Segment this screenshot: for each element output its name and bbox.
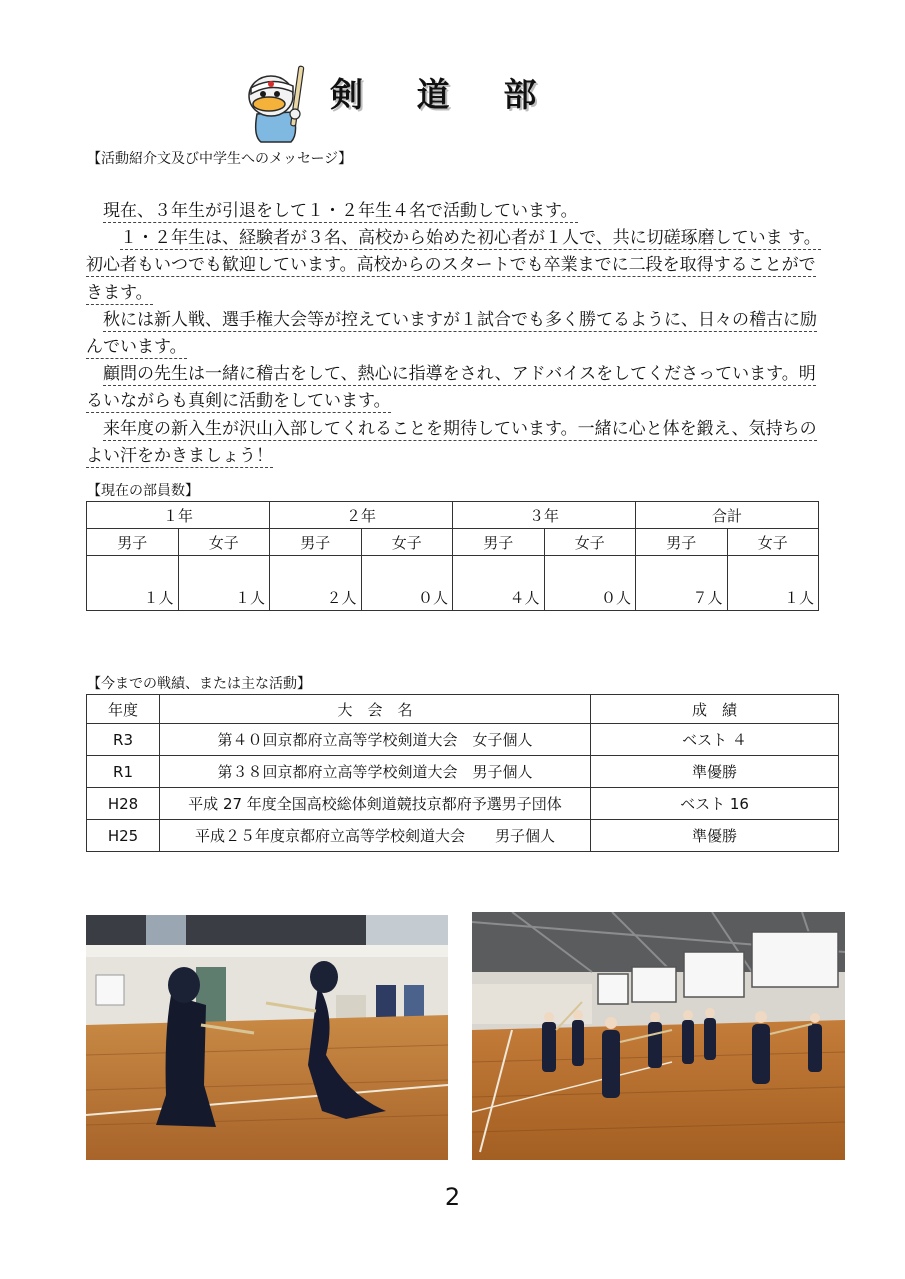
message-paragraph xyxy=(86,198,821,225)
event-cell: 平成２５年度京都府立高等学校剣道大会 男子個人 xyxy=(160,820,591,852)
year-cell: H28 xyxy=(87,788,160,820)
member-count-cell: ２人 xyxy=(270,556,362,611)
member-count-cell: ４人 xyxy=(453,556,545,611)
members-section-label: 【現在の部員数】 xyxy=(87,483,199,499)
title-char-2: 道 xyxy=(416,74,450,114)
gender-header: 男子 xyxy=(87,529,179,556)
message-text: 秋には新人戦、選手権大会等が控えていますが１試合でも多く勝てるように、日々の稽古に励んでいます。 xyxy=(86,309,817,358)
table-row xyxy=(87,820,839,852)
grade-header: 合計 xyxy=(636,502,819,529)
members-table xyxy=(86,501,819,611)
message-paragraph xyxy=(86,225,821,307)
title-char-1: 剣 xyxy=(330,74,363,114)
result-cell: ベスト 16 xyxy=(591,788,839,820)
table-row xyxy=(87,724,839,756)
gender-header: 女子 xyxy=(544,529,636,556)
result-cell: 準優勝 xyxy=(591,820,839,852)
message-paragraph xyxy=(86,307,821,361)
grade-header: ３年 xyxy=(453,502,636,529)
member-count-cell: １人 xyxy=(178,556,270,611)
year-cell: H25 xyxy=(87,820,160,852)
year-header: 年度 xyxy=(87,695,160,724)
message-paragraph xyxy=(86,416,821,470)
title-char-3: 部 xyxy=(503,74,537,114)
event-header: 大 会 名 xyxy=(160,695,591,724)
gender-header: 男子 xyxy=(453,529,545,556)
records-header-row xyxy=(87,695,839,724)
result-header: 成 績 xyxy=(591,695,839,724)
table-row xyxy=(87,788,839,820)
message-text: 顧問の先生は一緒に稽古をして、熱心に指導をされ、アドバイスをしてくださっています。明るいながらも真剣に活動をしています。 xyxy=(86,364,816,412)
year-cell: R1 xyxy=(87,756,160,788)
gender-header: 女子 xyxy=(178,529,270,556)
result-cell: 準優勝 xyxy=(591,756,839,788)
mascot-illustration xyxy=(243,64,311,144)
grade-header: １年 xyxy=(87,502,270,529)
event-cell: 第３８回京都府立高等学校剣道大会 男子個人 xyxy=(160,756,591,788)
grade-header-row xyxy=(87,502,819,529)
message-text: １・２年生は、経験者が３名、高校から始めた初心者が１人で、共に切磋琢磨していま す。初心者もいつでも歓迎しています。高校からのスタートでも卒業までに二段を取得することができます。 xyxy=(86,228,821,303)
event-cell: 平成 27 年度全国高校総体剣道競技京都府予選男子団体 xyxy=(160,788,591,820)
member-count-cell: ０人 xyxy=(361,556,453,611)
kendo-match-photo xyxy=(86,915,448,1160)
gender-header: 男子 xyxy=(270,529,362,556)
count-row xyxy=(87,556,819,611)
gender-header-row xyxy=(87,529,819,556)
records-section-label: 【今までの戦績、または主な活動】 xyxy=(87,676,311,692)
member-count-cell: １人 xyxy=(727,556,819,611)
message-section-label: 【活動紹介文及び中学生へのメッセージ】 xyxy=(87,151,353,167)
gender-header: 男子 xyxy=(636,529,728,556)
message-body xyxy=(86,198,821,470)
message-paragraph xyxy=(86,361,821,415)
kendo-practice-gym-photo xyxy=(472,912,845,1160)
message-text: 現在、３年生が引退をして１・２年生４名で活動しています。 xyxy=(103,201,578,221)
year-cell: R3 xyxy=(87,724,160,756)
page-number: 2 xyxy=(444,1183,461,1211)
page-title xyxy=(330,70,590,114)
message-text: 来年度の新入生が沢山入部してくれることを期待しています。一緒に心と体を鍛え、気持ちのよい汗をかきましょう！ xyxy=(86,418,817,466)
member-count-cell: ０人 xyxy=(544,556,636,611)
records-table xyxy=(86,694,839,852)
gender-header: 女子 xyxy=(727,529,819,556)
member-count-cell: ７人 xyxy=(636,556,728,611)
member-count-cell: １人 xyxy=(87,556,179,611)
event-cell: 第４０回京都府立高等学校剣道大会 女子個人 xyxy=(160,724,591,756)
result-cell: ベスト ４ xyxy=(591,724,839,756)
table-row xyxy=(87,756,839,788)
gender-header: 女子 xyxy=(361,529,453,556)
grade-header: ２年 xyxy=(270,502,453,529)
